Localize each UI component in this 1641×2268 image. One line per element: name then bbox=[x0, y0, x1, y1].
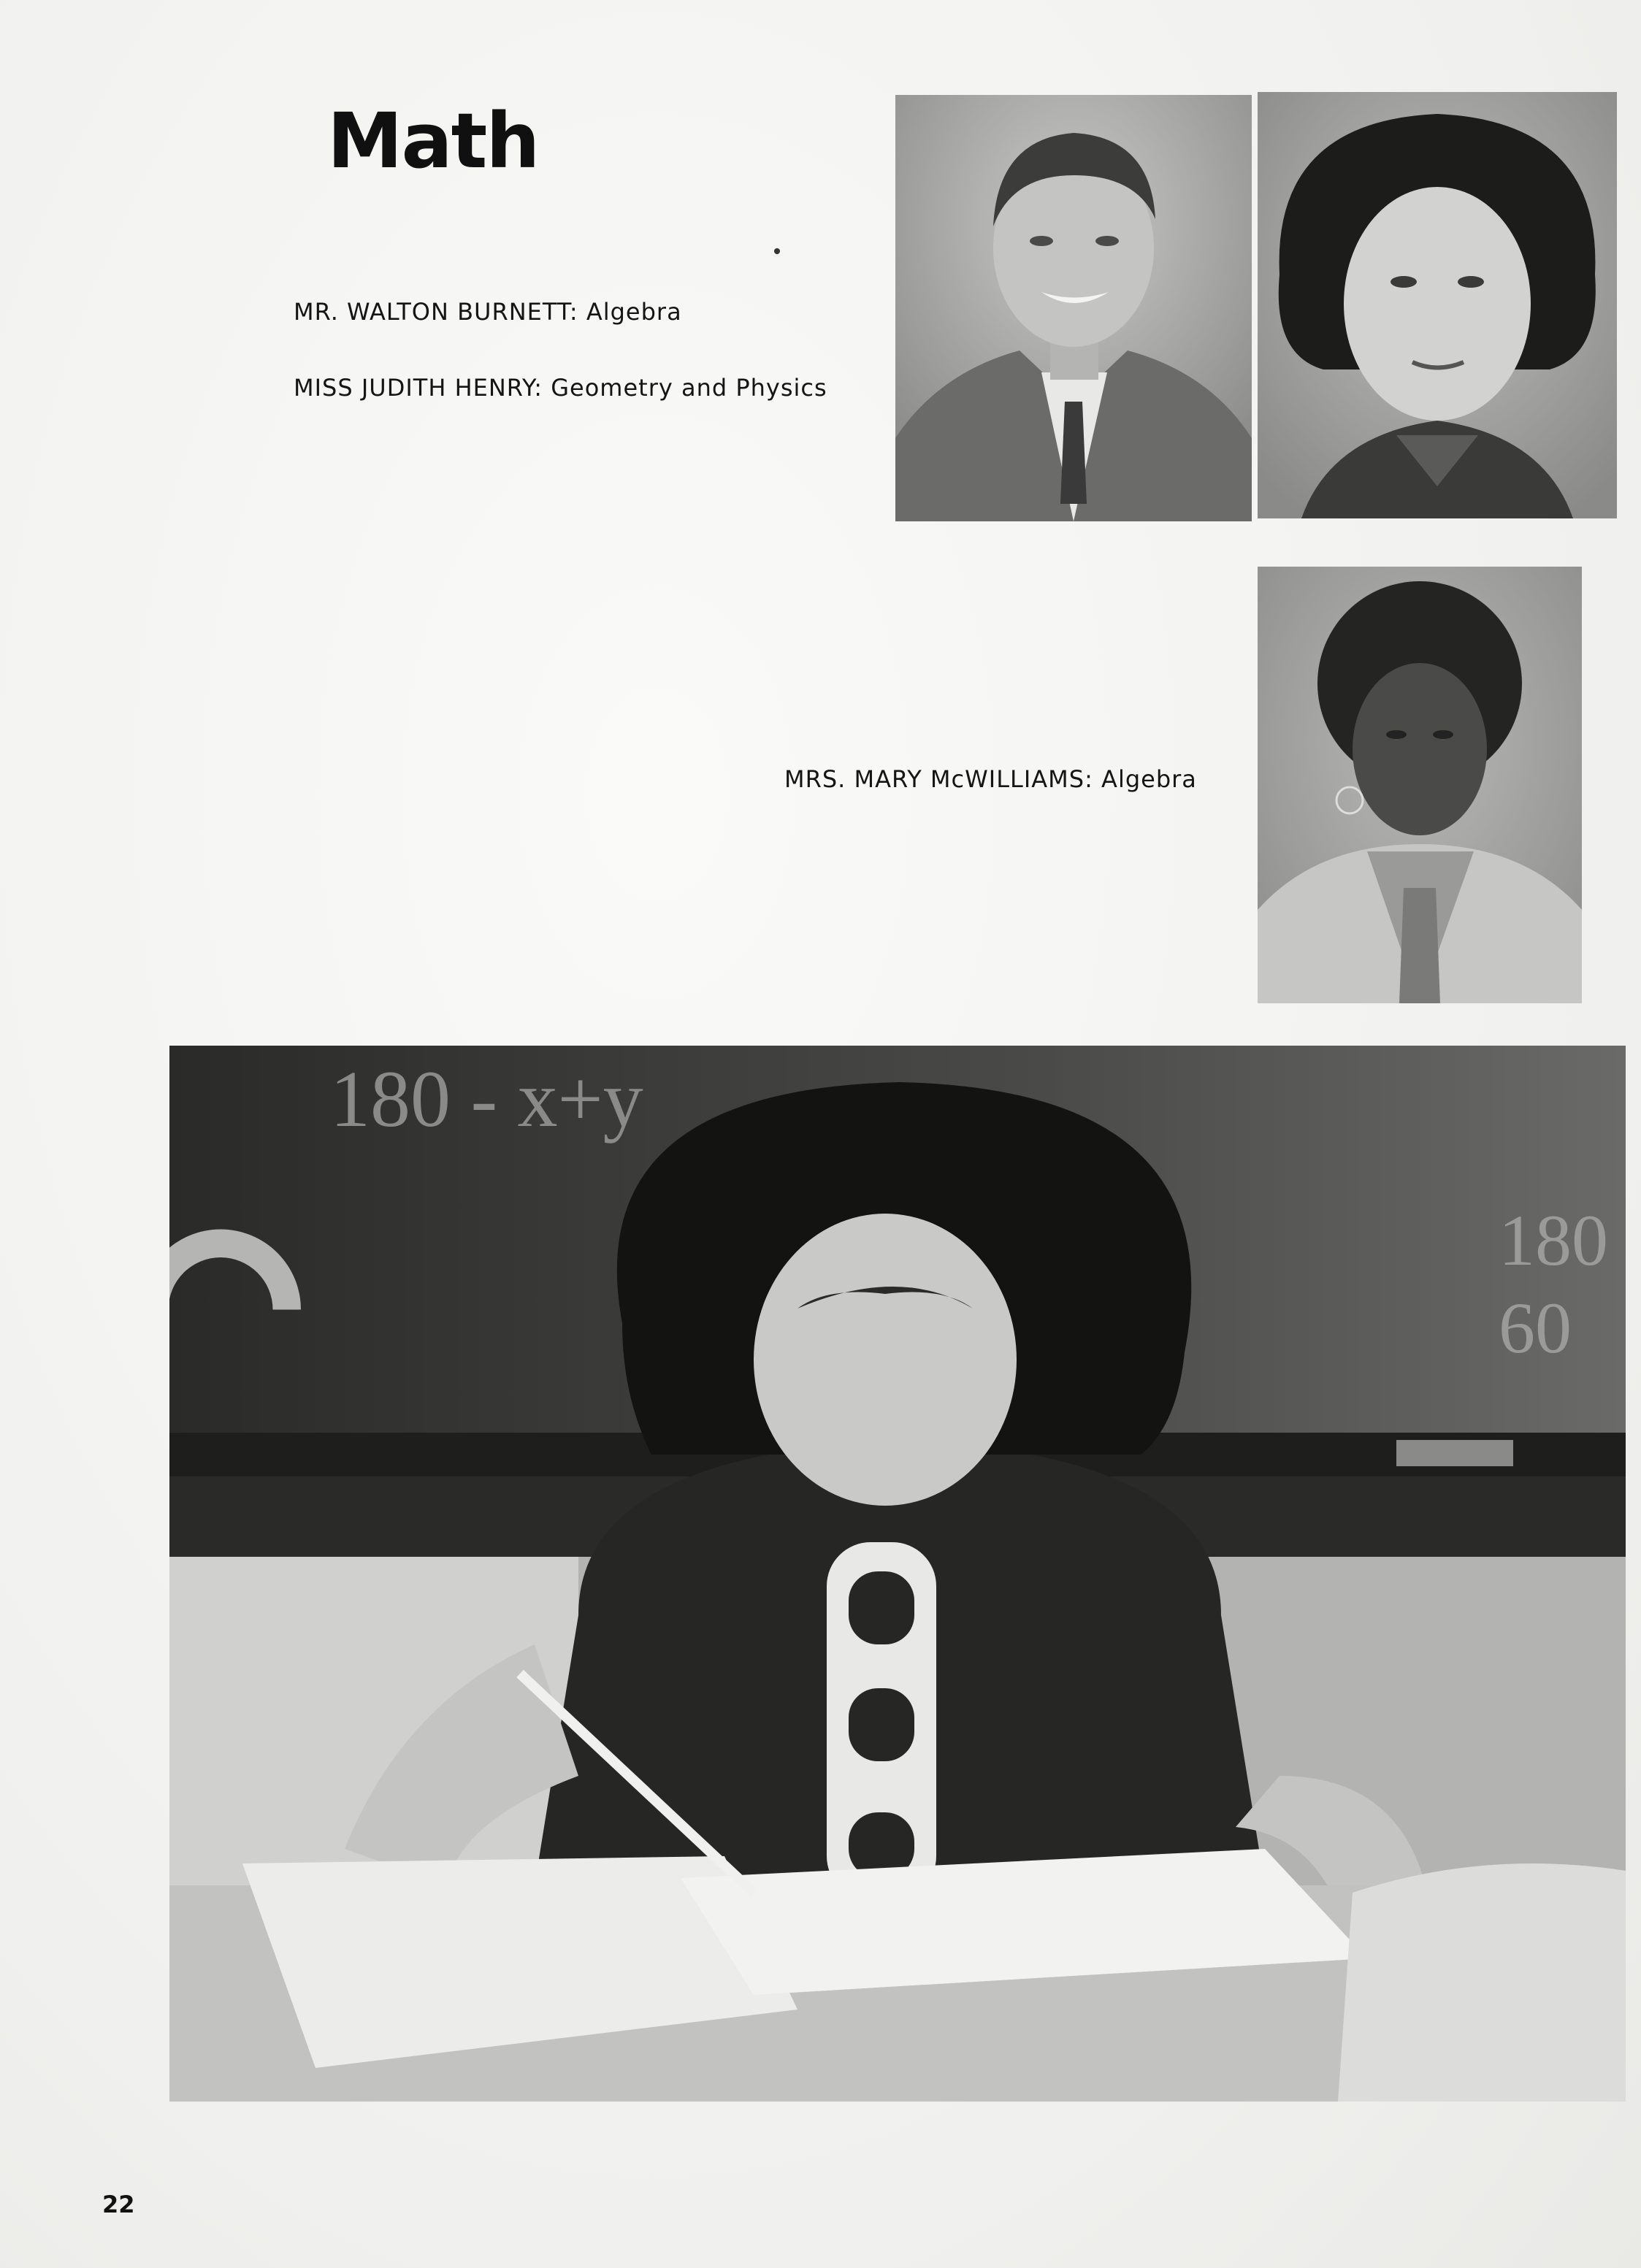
page-title: Math bbox=[327, 96, 539, 185]
portrait-mcwilliams-photo bbox=[1258, 567, 1582, 1003]
page-number: 22 bbox=[102, 2191, 135, 2218]
teacher-grading-photo bbox=[169, 1046, 1626, 2102]
portrait-henry-photo bbox=[1258, 92, 1617, 518]
svg-text:60: 60 bbox=[1499, 1287, 1572, 1368]
ink-speck bbox=[774, 248, 780, 254]
caption-mcwilliams: MRS. MARY McWILLIAMS: Algebra bbox=[784, 765, 1197, 793]
svg-text:180 - x+y: 180 - x+y bbox=[330, 1054, 643, 1143]
caption-burnett: MR. WALTON BURNETT: Algebra bbox=[294, 298, 682, 326]
caption-henry: MISS JUDITH HENRY: Geometry and Physics bbox=[294, 374, 827, 402]
svg-text:180: 180 bbox=[1499, 1200, 1608, 1281]
portrait-burnett-photo bbox=[895, 95, 1252, 521]
